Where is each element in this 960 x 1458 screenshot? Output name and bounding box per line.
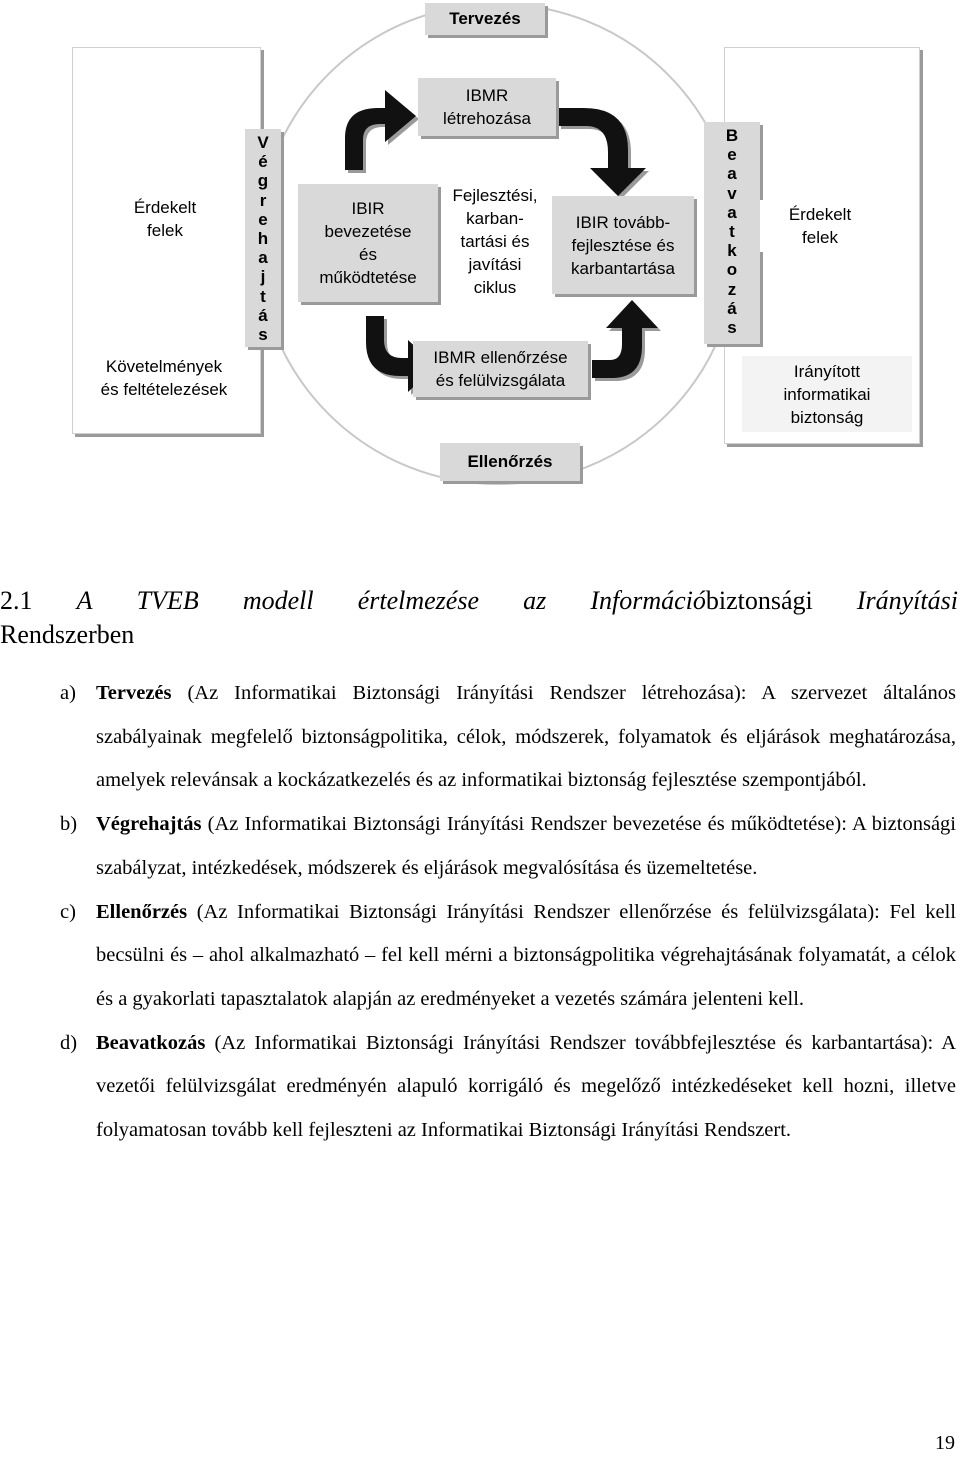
heading-word: 2.1 <box>0 586 33 615</box>
list-marker: b) <box>60 813 78 836</box>
list-item <box>60 891 956 1022</box>
vertical-letter: k <box>727 241 737 261</box>
label-vegrehajtas <box>245 129 281 347</box>
list-marker: c) <box>60 900 76 923</box>
vertical-letter: é <box>258 152 268 172</box>
pdca-definition-list <box>60 672 956 1153</box>
box-ibmr-ellenorzese: IBMR ellenőrzése és felülvizsgálata <box>413 341 588 397</box>
box-ibir-bevezetese: IBIR bevezetése és működtetése <box>298 184 438 302</box>
heading-word-part: Információ <box>590 586 706 615</box>
label-tervezes: Tervezés <box>425 3 545 35</box>
heading-word: az <box>523 586 547 615</box>
vertical-letter: B <box>725 126 739 145</box>
vertical-letters <box>726 126 738 344</box>
pdca-diagram <box>0 0 960 500</box>
vertical-letter: g <box>257 171 269 191</box>
list-term: Beavatkozás <box>96 1031 206 1054</box>
list-term: Ellenőrzés <box>96 900 188 923</box>
vertical-letter: t <box>729 222 735 242</box>
left-stakeholders: Érdekelt felek <box>100 193 230 245</box>
requirements-label: Követelmények és feltételezések <box>76 352 252 404</box>
list-text: (Az Informatikai Biztonsági Irányítási Rendszer létrehozása): A szervezet általános szabályainak megfelelő biztonságpolitika, célok, módszerek, folyamatok és eljárások meghatározása, amelyek relevánsak a kockázatkezelés és az informatikai biztonság fejlesztése szempontjából. <box>96 682 956 792</box>
vertical-letter: a <box>258 248 268 268</box>
vertical-letter: e <box>258 209 268 229</box>
vertical-letter: o <box>726 260 738 280</box>
list-item <box>60 1022 956 1153</box>
heading-word <box>590 584 812 618</box>
list-text: (Az Informatikai Biztonsági Irányítási Rendszer továbbfejlesztése és karbantartása): A vezetői felülvizsgálat eredményén alapuló korrigáló és megelőző intézkedéseket kell hozni, illetve folyamatosan tovább kell fejleszteni az Informatikai Biztonsági Irányítási Rendszert. <box>96 1031 956 1142</box>
page-number: 19 <box>935 1432 955 1454</box>
vertical-letter: h <box>257 229 269 249</box>
vertical-letter: r <box>259 190 267 210</box>
heading-line-1 <box>0 584 958 618</box>
label-beavatkozas <box>704 122 760 344</box>
list-item <box>60 803 956 890</box>
list-marker: a) <box>60 682 76 704</box>
vertical-letter: á <box>727 298 737 318</box>
vertical-letter: a <box>727 202 737 222</box>
list-term: Végrehajtás <box>96 813 202 836</box>
vertical-letter: á <box>258 305 268 325</box>
heading-word: A <box>76 586 93 615</box>
right-stakeholders: Érdekelt felek <box>760 200 880 252</box>
label-ellenorzes: Ellenőrzés <box>440 443 580 481</box>
list-text: (Az Informatikai Biztonsági Irányítási Rendszer bevezetése és működtetése): A biztonsági szabályzat, intézkedések, módszerek és eljárások megvalósítása és üzemeltetése. <box>96 813 956 879</box>
vertical-letters <box>257 133 268 347</box>
box-ibmr-letrehozasa: IBMR létrehozása <box>418 78 556 136</box>
vertical-letter: z <box>727 279 737 299</box>
heading-word-part: biztonsági <box>705 586 813 615</box>
managed-security-label: Irányított informatikai biztonság <box>742 356 912 432</box>
vertical-letter: v <box>727 183 737 203</box>
heading-word: Irányítási <box>856 586 958 615</box>
vertical-letter: e <box>727 145 737 165</box>
heading-word: TVEB <box>136 586 199 615</box>
vertical-letter: j <box>260 267 266 287</box>
list-item <box>60 672 956 803</box>
vertical-letter: t <box>260 286 266 306</box>
heading-word: értelmezése <box>357 586 479 615</box>
vertical-letter: s <box>258 325 268 345</box>
list-term: Tervezés <box>96 682 172 704</box>
box-ibir-tovabbfejlesztese: IBIR tovább- fejlesztése és karbantartása <box>552 196 694 294</box>
list-text: (Az Informatikai Biztonsági Irányítási Rendszer ellenőrzése és felülvizsgálata): Fel kell becsülni és – ahol alkalmazható – fel kell mérni a biztonságpolitika végrehajtásának folyamatát, a célok és a gyakorlati tapasztalatok alapján az eredményeket a vezetés számára jelenteni kell. <box>96 900 956 1010</box>
heading-word: modell <box>242 586 314 615</box>
heading-line-2: Rendszerben <box>0 620 135 649</box>
center-cycle-label: Fejlesztési, karban- tartási és javítási ciklus <box>452 185 538 297</box>
vertical-letter: a <box>727 164 737 184</box>
vertical-letter: V <box>257 133 269 152</box>
section-heading <box>0 584 958 652</box>
list-marker: d) <box>60 1031 78 1054</box>
vertical-letter: s <box>727 318 737 338</box>
